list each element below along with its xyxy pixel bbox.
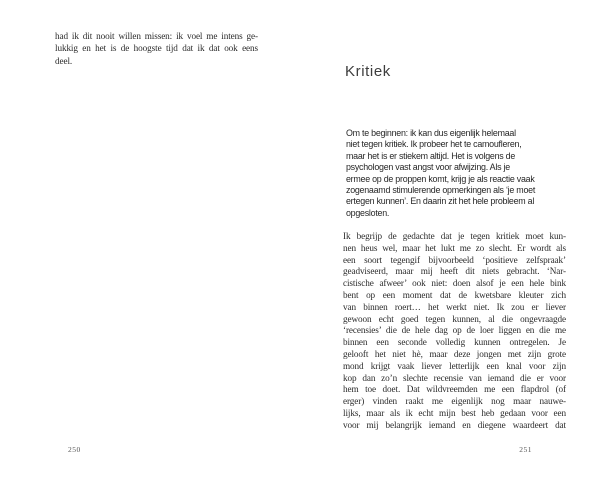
text-line: erger) vinden raakt me eigenlijk nog maar nauwe-	[343, 396, 566, 407]
left-page-number: 250	[68, 445, 81, 454]
text-line: voor mij belangrijk iemand en diegene waardeert dat	[343, 419, 566, 430]
text-line: psychologen vast angst voor afwijzing. Als je	[346, 162, 510, 173]
text-line: ‘recensies’ die de hele dag op de loer liggen en die me	[343, 325, 566, 336]
text-line: binnen een seconde volledig kunnen ontregelen. Je	[343, 337, 566, 348]
chapter-body-paragraph	[343, 231, 566, 432]
chapter-intro-paragraph	[346, 128, 541, 219]
text-line: Ik begrijp de gedachte dat je tegen kritiek moet kun-	[343, 231, 566, 241]
text-line: hem toe doet. Dat wildvreemden me een flapdrol (of	[343, 384, 566, 395]
left-page-paragraph	[55, 30, 258, 67]
text-line: kop dan zo’n slechte recensie van iemand die er voor	[343, 372, 566, 383]
text-line: cistische afweer’ ook niet: doen alsof je een hele bink	[343, 278, 566, 289]
text-line: gewoon echt goed tegen kunnen, al die ongevraagde	[343, 313, 566, 324]
text-line: opgesloten.	[346, 207, 390, 218]
text-line: maar het is er stiekem altijd. Het is volgens de	[346, 150, 516, 161]
text-line: deel.	[55, 55, 73, 66]
right-page	[300, 0, 600, 480]
text-line: niet tegen kritiek. Ik probeer het te camoufleren,	[346, 139, 522, 150]
text-line: zogenaamd stimulerende opmerkingen als ‘je moet	[346, 185, 536, 196]
text-line: nen heus wel, maar het lukt me zo slecht. Er wordt als	[343, 242, 566, 253]
text-line: gelooft het niet hè, maar deze jongen met zijn grote	[343, 348, 566, 359]
right-page-number: 251	[519, 445, 532, 454]
text-line: Om te beginnen: ik kan dus eigenlijk helemaal	[346, 128, 516, 138]
chapter-title: Kritiek	[345, 63, 391, 80]
text-line: ertegen kunnen’. En daarin zit het hele probleem al	[346, 196, 535, 207]
text-line: mond krijgt vaak liever letterlijk een knal voor zijn	[343, 360, 566, 371]
text-line: lukkig en het is de hoogste tijd dat ik dat ook eens	[55, 43, 258, 54]
text-line: van binnen roert… het werkt niet. Ik zou er liever	[343, 301, 566, 312]
text-line: lijks, maar als ik echt mijn best heb gedaan voor een	[343, 407, 566, 418]
text-line: had ik dit nooit willen missen: ik voel me intens ge-	[55, 31, 258, 41]
text-line: geadviseerd, maar mij heeft dit niets gebracht. ‘Nar-	[343, 266, 566, 277]
text-line: ermee op de proppen komt, krijg je als reactie vaak	[346, 173, 535, 184]
text-line: een soort tegengif bijvoorbeeld ‘positieve zelfspraak’	[343, 254, 566, 265]
text-line: bent op een moment dat de kwetsbare kleuter zich	[343, 289, 566, 300]
